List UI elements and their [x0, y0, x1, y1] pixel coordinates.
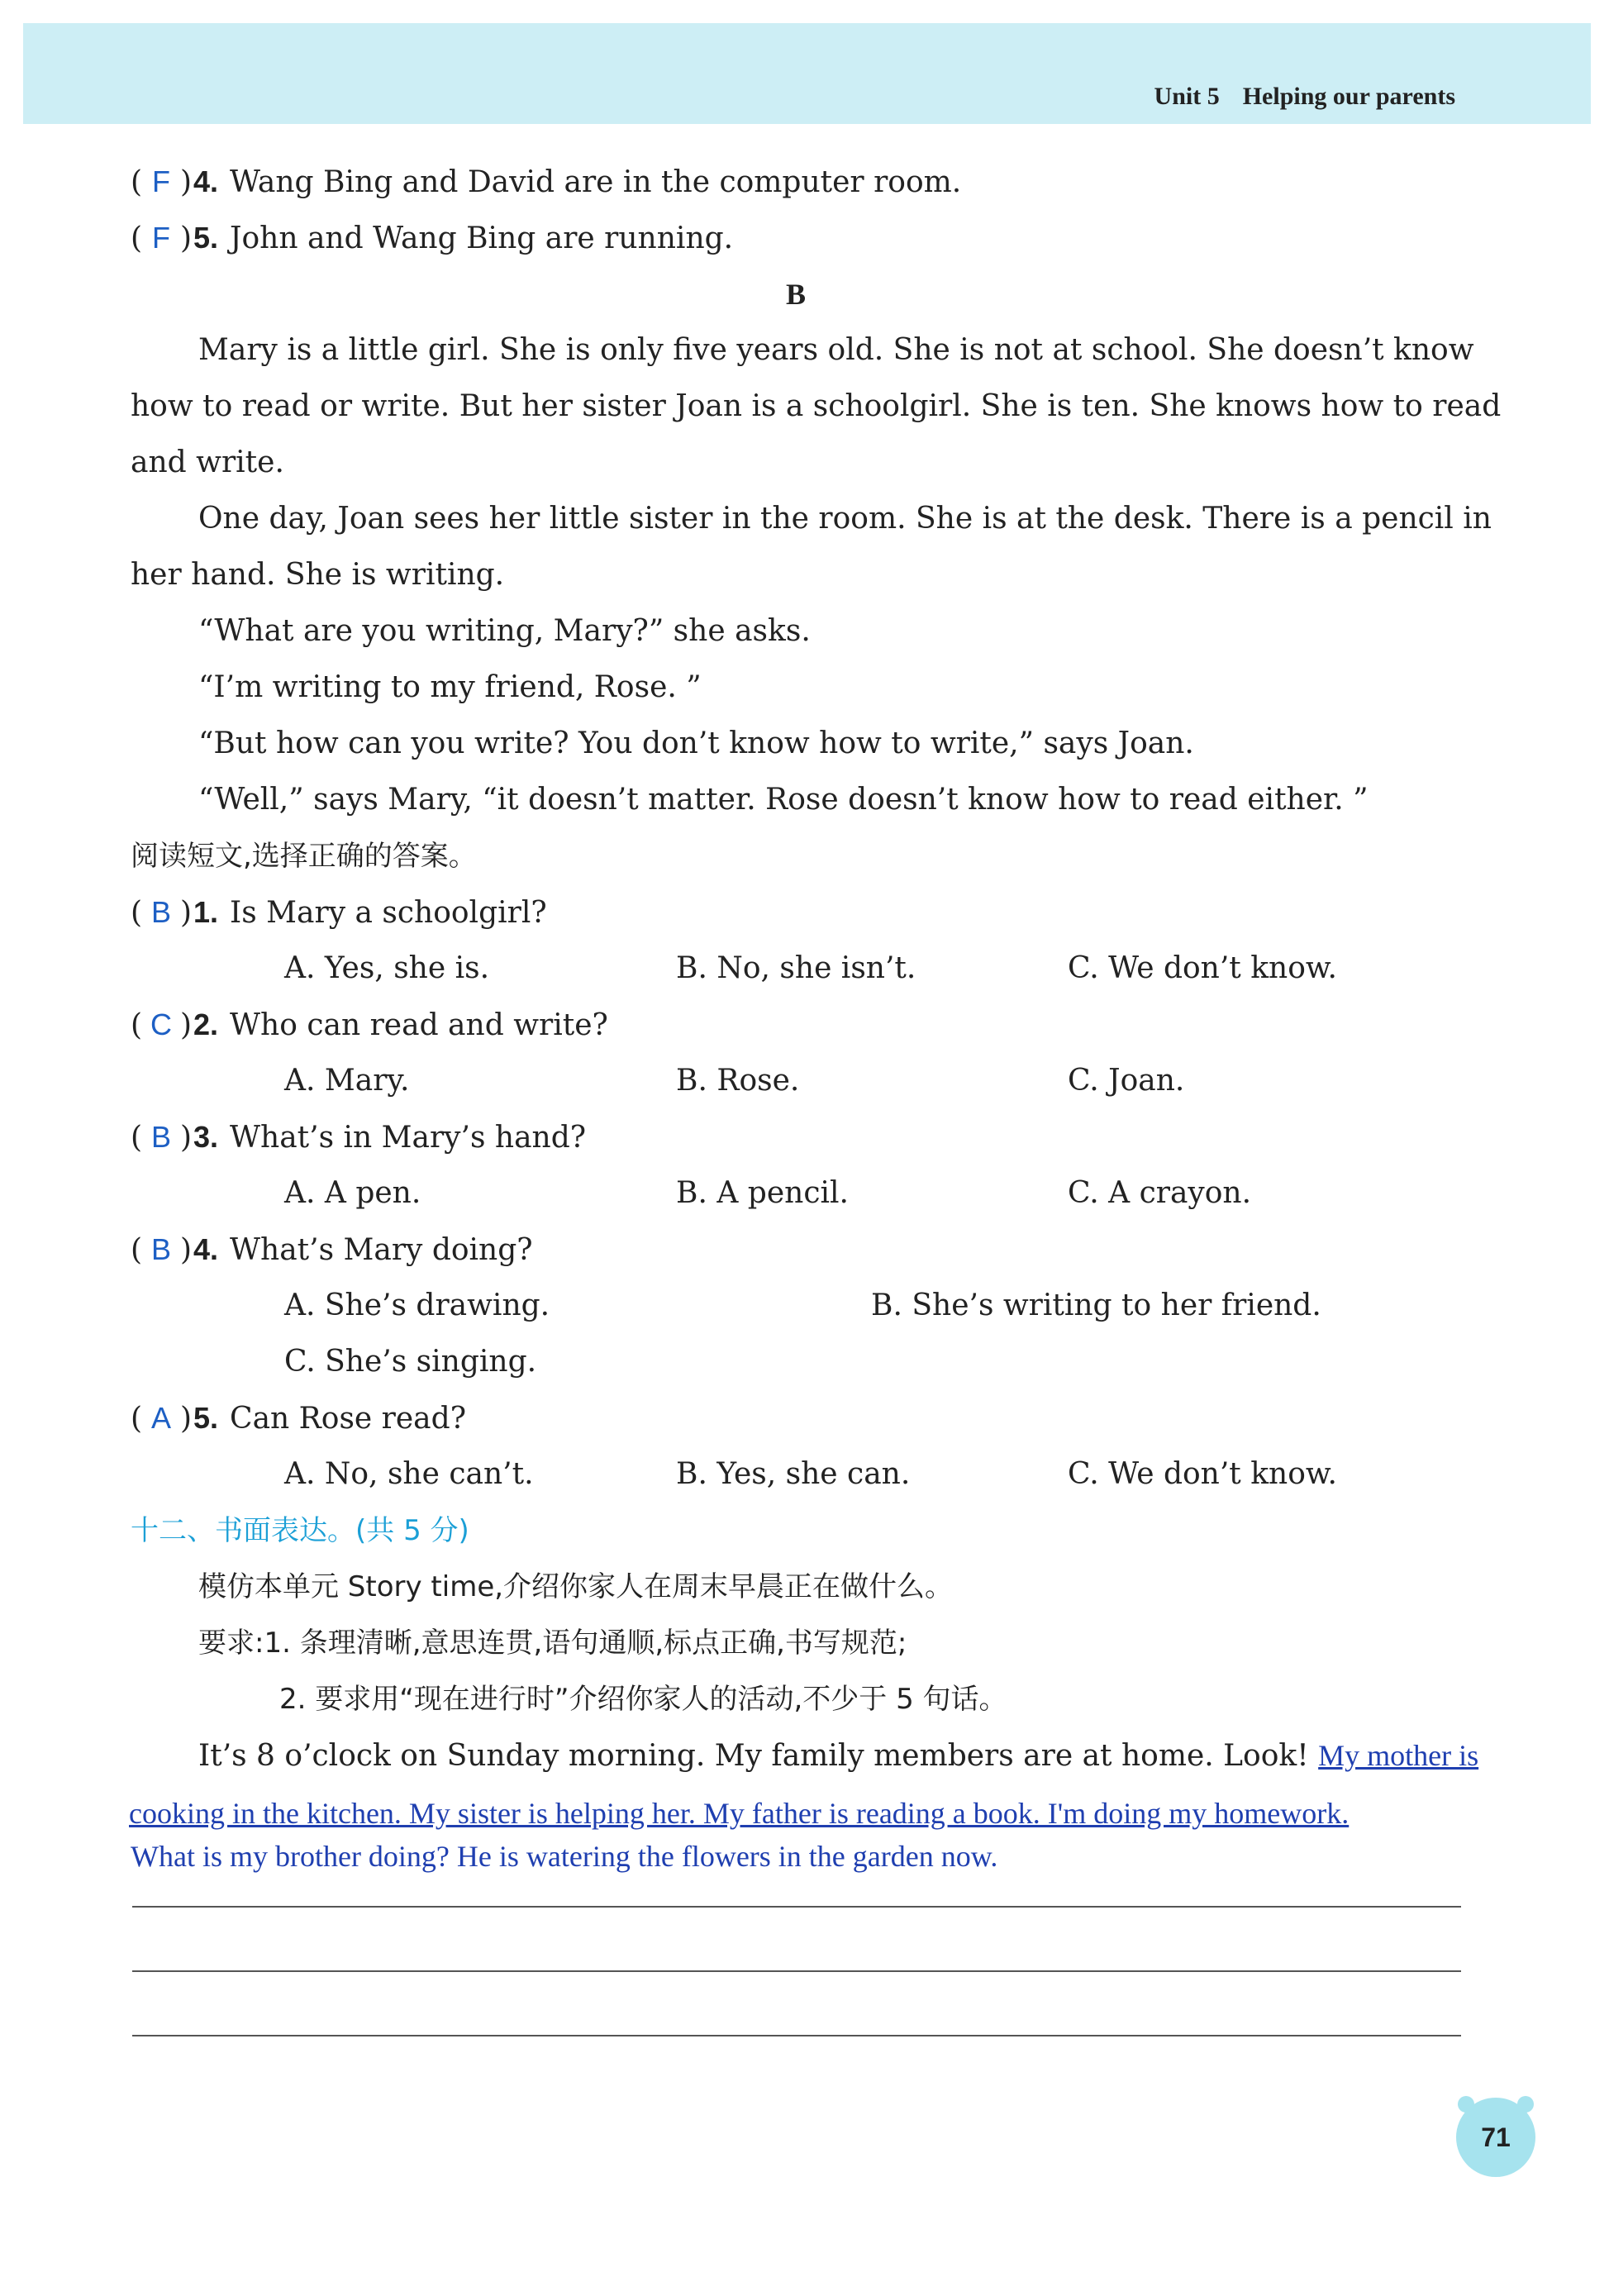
question-text: John and Wang Bing are running. [230, 222, 734, 255]
answer-slot[interactable]: ( B ) [131, 1120, 193, 1155]
writing-section-title: 十二、书面表达。(共 5 分) [131, 1514, 469, 1547]
instruction: 阅读短文,选择正确的答案。 [131, 840, 477, 873]
option[interactable]: B. No, she isn’t. [676, 951, 916, 985]
badge-ear-right [1517, 2096, 1534, 2113]
badge-ear-left [1458, 2096, 1474, 2113]
question-row: ( F )4. Wang Bing and David are in the computer room. [131, 154, 1461, 210]
writing-starter-line [131, 1727, 1479, 1784]
page-content [129, 154, 1502, 1883]
passage-line: and write. [131, 445, 284, 479]
option[interactable]: A. No, she can’t. [284, 1457, 534, 1491]
writing-prompt: 模仿本单元 Story time,介绍你家人在周末早晨正在做什么。 [198, 1570, 954, 1603]
question-row: ( B )3. What’s in Mary’s hand? [131, 1109, 1461, 1165]
unit-label: Unit 5 [1154, 83, 1220, 110]
passage-line: how to read or write. But her sister Joan is a schoolgirl. She is ten. She knows how to read [131, 389, 1502, 423]
writing-requirement: 要求:1. 条理清晰,意思连贯,语句通顺,标点正确,书写规范; [198, 1627, 907, 1660]
dialogue-line: “Well,” says Mary, “it doesn’t matter. Rose doesn’t know how to read either. ” [198, 783, 1369, 817]
option[interactable]: A. She’s drawing. [284, 1289, 550, 1322]
option[interactable]: C. A crayon. [1068, 1176, 1252, 1210]
question-text: What’s in Mary’s hand? [230, 1121, 587, 1155]
answer-slot[interactable]: ( F ) [131, 164, 193, 199]
handwritten-answer[interactable]: cooking in the kitchen. My sister is helping her. My father is reading a book. I'm doing my homework. [129, 1797, 1350, 1830]
question-text: Is Mary a schoolgirl? [230, 896, 547, 930]
dialogue-line: “But how can you write? You don’t know how to write,” says Joan. [198, 726, 1194, 760]
unit-title: Helping our parents [1242, 83, 1455, 110]
question-text: Who can read and write? [230, 1008, 608, 1042]
question-row: ( A )5. Can Rose read? [131, 1390, 1461, 1446]
answer-slot[interactable]: ( A ) [131, 1401, 193, 1436]
answer-slot[interactable]: ( B ) [131, 895, 193, 930]
options-row [131, 1334, 1461, 1390]
question-row: ( B )1. Is Mary a schoolgirl? [131, 884, 1461, 941]
option[interactable]: B. A pencil. [676, 1176, 849, 1210]
page-number-badge [1456, 2098, 1535, 2177]
section-b-heading: B [785, 278, 806, 311]
question-text: What’s Mary doing? [230, 1233, 533, 1267]
option[interactable]: A. Mary. [284, 1064, 410, 1098]
option[interactable]: C. We don’t know. [1068, 1457, 1337, 1491]
writing-requirement: 2. 要求用“现在进行时”介绍你家人的活动,不少于 5 句话。 [279, 1683, 1007, 1716]
page-number: 71 [1481, 2122, 1511, 2152]
option[interactable]: A. Yes, she is. [284, 951, 490, 985]
answer-slot[interactable]: ( B ) [131, 1232, 193, 1267]
option[interactable]: B. She’s writing to her friend. [871, 1289, 1321, 1322]
handwritten-answer[interactable]: My mother is [1318, 1739, 1479, 1772]
passage-line: Mary is a little girl. She is only five years old. She is not at school. She doesn’t know [198, 333, 1474, 367]
option[interactable]: B. Rose. [676, 1064, 800, 1098]
answer-slot[interactable]: ( C ) [131, 1007, 193, 1042]
handwritten-answer[interactable]: What is my brother doing? He is watering the flowers in the garden now. [131, 1840, 998, 1873]
question-row: ( B )4. What’s Mary doing? [131, 1222, 1461, 1278]
options-row [131, 1053, 1461, 1109]
question-text: Can Rose read? [230, 1402, 466, 1436]
dialogue-line: “What are you writing, Mary?” she asks. [198, 614, 811, 648]
writing-starter: It’s 8 o’clock on Sunday morning. My family members are at home. Look! [198, 1739, 1319, 1773]
passage-line: One day, Joan sees her little sister in the room. She is at the desk. There is a pencil in [198, 502, 1492, 536]
option[interactable]: A. A pen. [284, 1176, 421, 1210]
running-header [1154, 83, 1455, 111]
option[interactable]: C. She’s singing. [284, 1345, 537, 1379]
option[interactable]: C. Joan. [1068, 1064, 1185, 1098]
question-row: ( F )5. John and Wang Bing are running. [131, 210, 1461, 266]
option[interactable]: B. Yes, she can. [676, 1457, 911, 1491]
option[interactable]: C. We don’t know. [1068, 951, 1337, 985]
question-text: Wang Bing and David are in the computer room. [230, 165, 962, 199]
question-row: ( C )2. Who can read and write? [131, 997, 1461, 1053]
options-row [131, 1278, 1461, 1334]
writing-line[interactable] [132, 1906, 1461, 1908]
dialogue-line: “I’m writing to my friend, Rose. ” [198, 670, 702, 704]
options-row [131, 941, 1461, 997]
options-row [131, 1165, 1461, 1222]
options-row [131, 1446, 1461, 1503]
writing-line[interactable] [132, 1970, 1461, 1972]
writing-line[interactable] [132, 2035, 1461, 2036]
answer-slot[interactable]: ( F ) [131, 221, 193, 255]
passage-line: her hand. She is writing. [131, 558, 505, 592]
